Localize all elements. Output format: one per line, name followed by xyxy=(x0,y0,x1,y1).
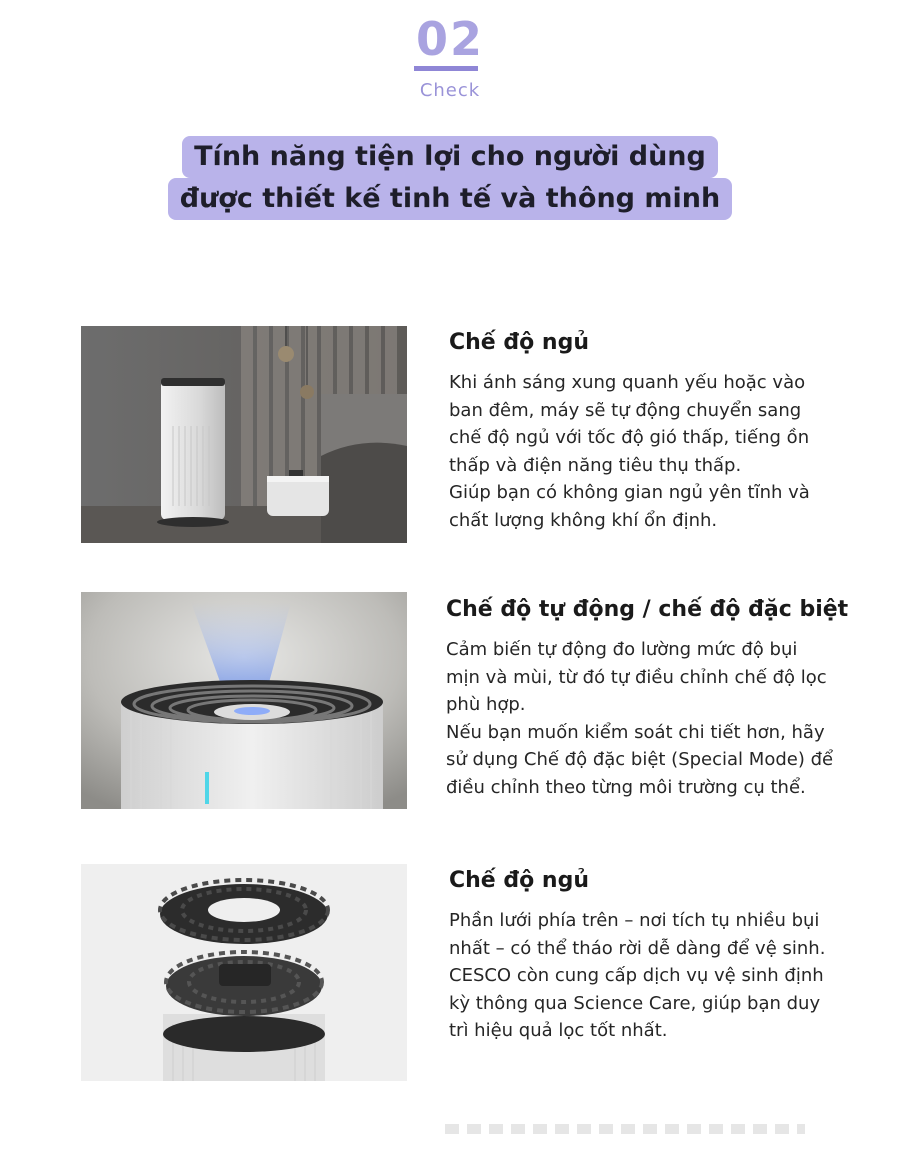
step-underline xyxy=(414,66,478,71)
step-label: Check xyxy=(419,80,481,101)
cropped-next-section-text xyxy=(445,1124,805,1134)
sleep-mode-photo xyxy=(81,326,407,543)
feature-body-sleep-mode: Khi ánh sáng xung quanh yếu hoặc vào ban đêm, máy sẽ tự động chuyển sang chế độ ngủ với tốc độ gió thấp, tiếng ồn thấp và điện năng tiêu thụ thấp. Giúp bạn có không gian ngủ yên tĩnh và chất lượng không khí ổn định. xyxy=(449,372,810,531)
headline-line-2: được thiết kế tinh tế và thông minh xyxy=(168,178,732,220)
feature-title-detachable-grille: Chế độ ngủ xyxy=(449,868,589,893)
auto-mode-photo xyxy=(81,592,407,809)
step-number: 02 xyxy=(415,12,484,66)
feature-title-auto-mode: Chế độ tự động / chế độ đặc biệt xyxy=(446,597,849,622)
feature-body-detachable-grille: Phần lưới phía trên – nơi tích tụ nhiều bụi nhất – có thể tháo rời dễ dàng để vệ sinh. CESCO còn cung cấp dịch vụ vệ sinh định kỳ thông qua Science Care, giúp bạn duy trì hiệu quả lọc tốt nhất. xyxy=(449,910,826,1041)
headline xyxy=(0,136,900,220)
detachable-grille-photo xyxy=(81,864,407,1081)
feature-body-auto-mode: Cảm biến tự động đo lường mức độ bụi mịn và mùi, từ đó tự điều chỉnh chế độ lọc phù hợp. Nếu bạn muốn kiểm soát chi tiết hơn, hãy sử dụng Chế độ đặc biệt (Special Mode) để điều chỉnh theo từng môi trường cụ thể. xyxy=(446,639,834,798)
feature-title-sleep-mode: Chế độ ngủ xyxy=(449,330,589,355)
headline-line-1: Tính năng tiện lợi cho người dùng xyxy=(182,136,718,178)
